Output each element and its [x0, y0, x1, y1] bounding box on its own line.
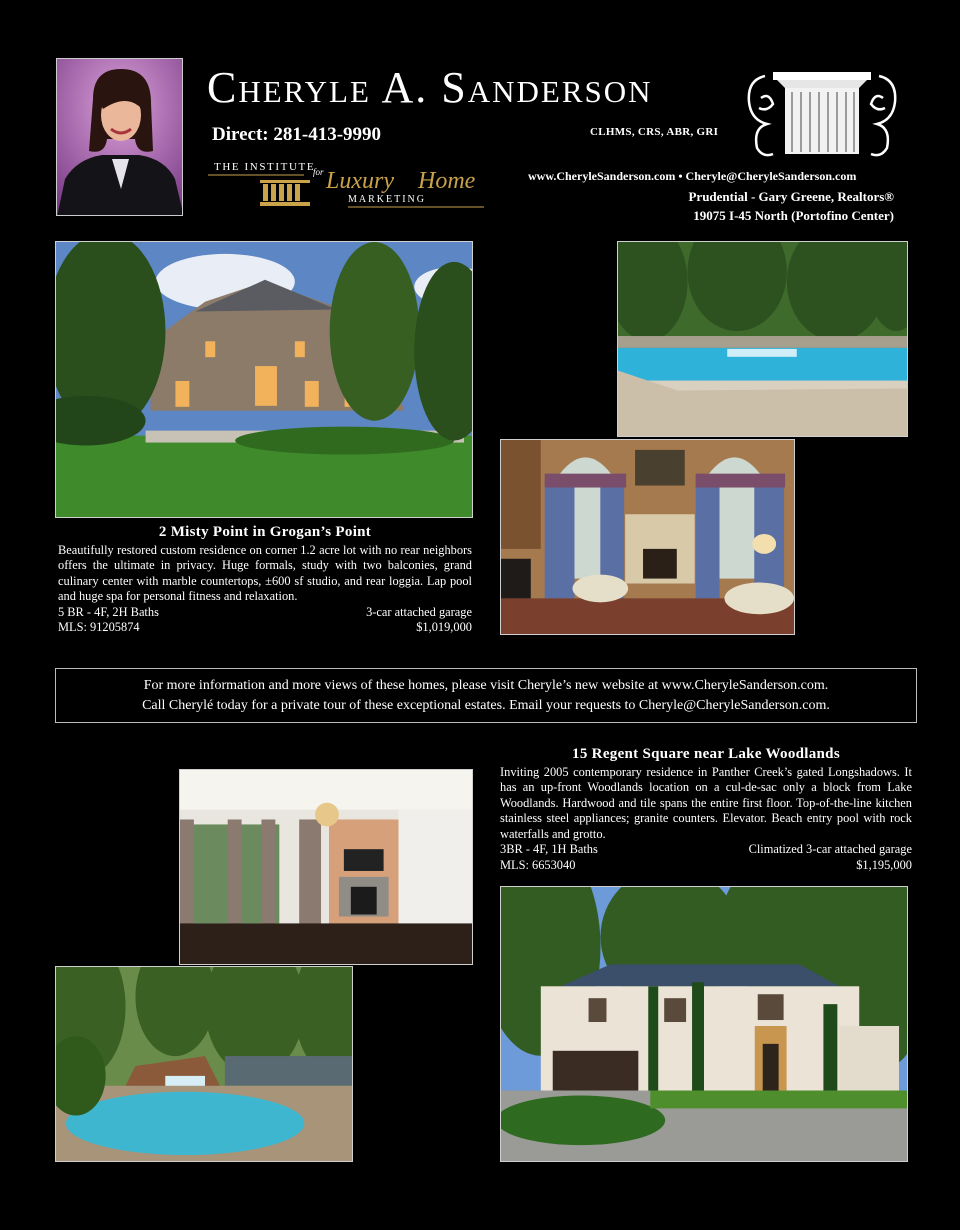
- column-capital-logo: [743, 68, 901, 160]
- institute-home: Home: [418, 168, 476, 194]
- luxury-institute-logo: [208, 156, 484, 208]
- listing1-title: 2 Misty Point in Grogan’s Point: [158, 524, 372, 540]
- institute-marketing: MARKETING: [348, 194, 426, 205]
- listing2-pool-photo: [55, 966, 353, 1162]
- email-link[interactable]: Cheryle@CheryleSanderson.com: [685, 169, 857, 183]
- listing2-garage: Climatized 3-car attached garage: [748, 842, 912, 856]
- direct-phone: Direct: 281-413-9990: [212, 124, 382, 145]
- info-box: [55, 668, 917, 723]
- listing2-price: $1,195,000: [856, 857, 912, 872]
- listing1-details: [58, 525, 472, 636]
- info-line2: Call Cherylé today for a private tour of these exceptional estates. Email your requests to Cheryle@CheryleSanderson.com.: [142, 698, 830, 713]
- listing1-living-room-photo: [500, 439, 795, 635]
- agent-name: Cheryle A. Sanderson: [207, 63, 653, 112]
- credentials: CLHMS, CRS, ABR, GRI: [590, 126, 719, 138]
- listing2-interior-photo: [179, 769, 473, 965]
- office-address: 19075 I-45 North (Portofino Center): [693, 208, 894, 223]
- contact-line: [528, 169, 856, 184]
- listing1-price: $1,019,000: [416, 620, 472, 634]
- listing2-exterior-photo: [500, 886, 908, 1162]
- institute-for: for: [313, 167, 324, 177]
- agent-portrait: [56, 58, 183, 216]
- listing2-title: 15 Regent Square near Lake Woodlands: [572, 746, 840, 762]
- listing1-garage: 3-car attached garage: [366, 604, 472, 619]
- institute-line1: THE INSTITUTE: [214, 161, 316, 173]
- bullet-separator: •: [678, 169, 683, 183]
- website-link[interactable]: www.CheryleSanderson.com: [528, 169, 676, 183]
- listing2-description: Inviting 2005 contemporary residence in Panther Creek’s gated Longshadows. It has an up-front Woodlands location on a cul-de-sac only a block from Lake Woodlands. Hardwood and tile spans the entire first floor. Top-of-the-line kitchen stainless steel appliances; granite counters. Elevator. Beach entry pool with rock waterfalls and grotto.: [500, 764, 912, 841]
- listing1-exterior-photo: [55, 241, 473, 518]
- brokerage-firm: Prudential - Gary Greene, Realtors®: [688, 189, 894, 204]
- listing2-mls: MLS: 6653040: [500, 857, 576, 872]
- institute-luxury: Luxury: [326, 168, 394, 194]
- columns-icon: [260, 180, 310, 206]
- listing1-mls: MLS: 91205874: [58, 620, 140, 634]
- listing2-beds-baths: 3BR - 4F, 1H Baths: [500, 842, 598, 856]
- listing1-description: Beautifully restored custom residence on corner 1.2 acre lot with no rear neighbors offers the ultimate in privacy. Huge formals, study with two balconies, grand culinary center with marble countertops, ±600 sf studio, and rear loggia. Lap pool and huge spa for personal fitness and relaxation.: [58, 542, 472, 603]
- listing1-pool-photo: [617, 241, 908, 437]
- listing1-beds-baths: 5 BR - 4F, 2H Baths: [58, 604, 159, 619]
- info-line1: For more information and more views of these homes, please visit Cheryle’s new website at www.CheryleSanderson.com.: [143, 678, 829, 693]
- listing2-details: [500, 747, 912, 873]
